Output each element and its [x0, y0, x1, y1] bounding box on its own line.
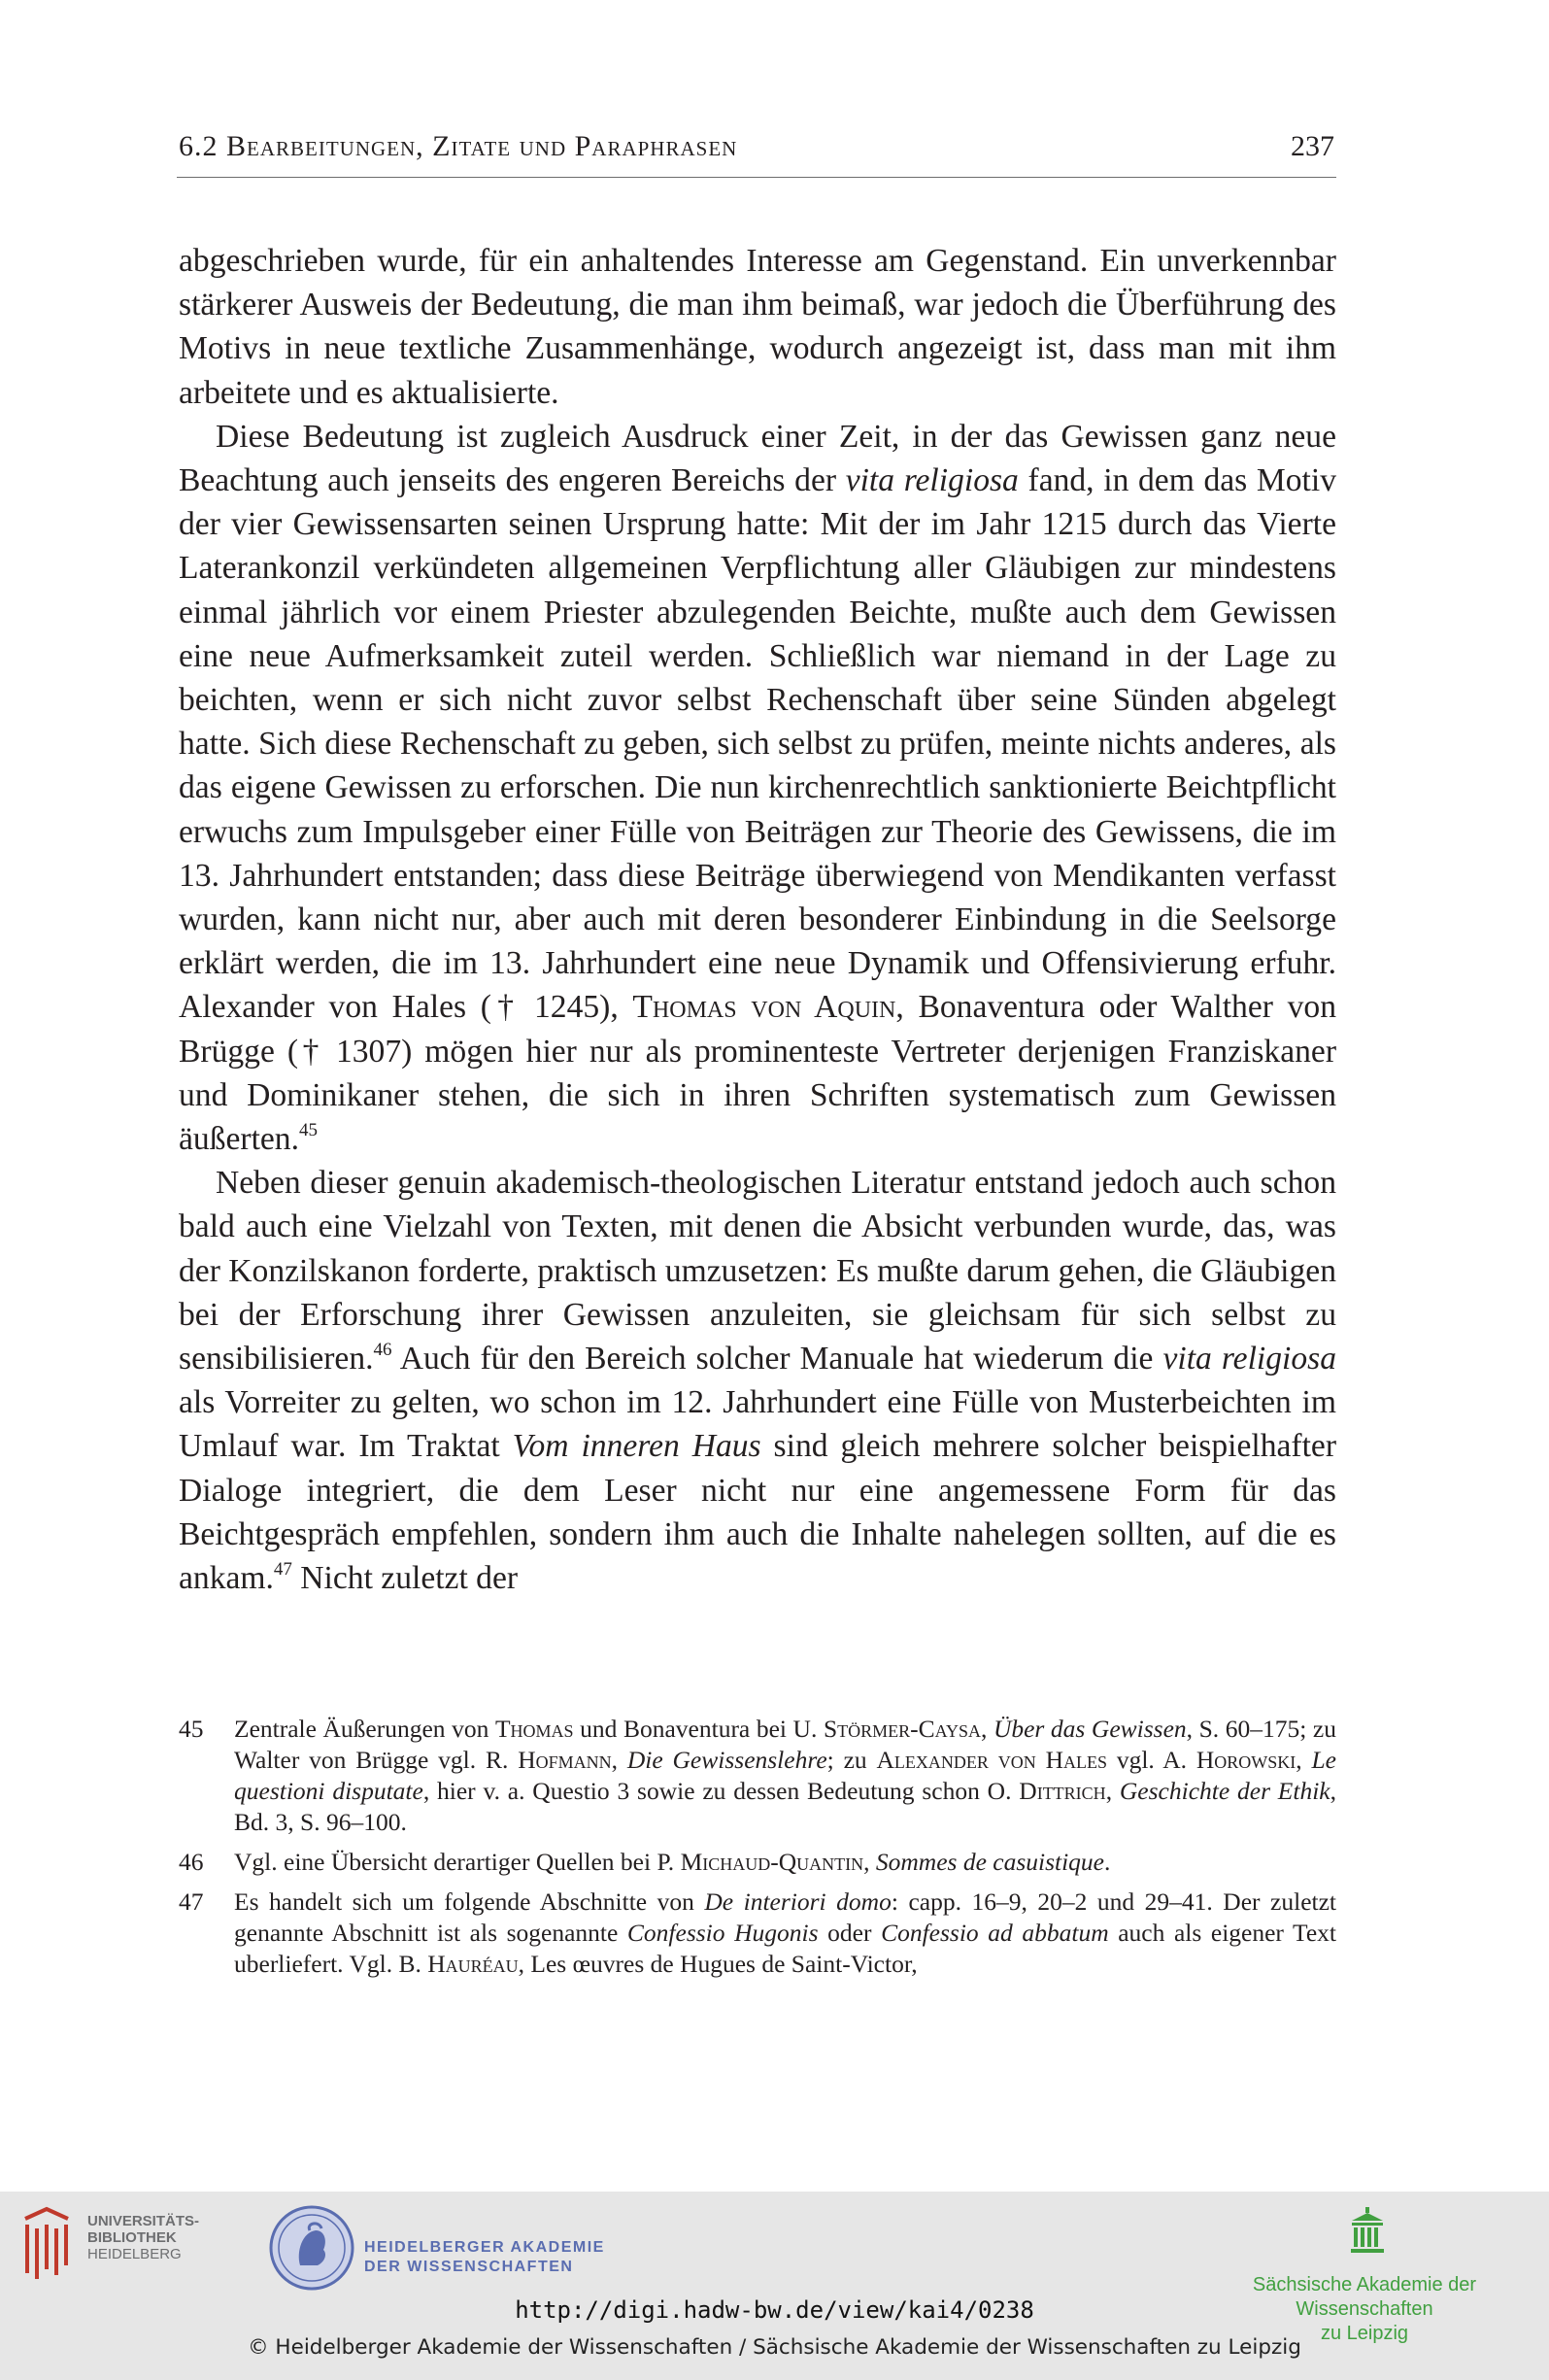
saxon-academy-emblem-icon: [1348, 2207, 1387, 2256]
emphasis-vita-religiosa: vita religiosa: [845, 462, 1019, 499]
heidelberg-academy-logo[interactable]: HEIDELBERGER AKADEMIE DER WISSENSCHAFTEN: [267, 2203, 675, 2296]
footnote-ref-47[interactable]: 47: [273, 1559, 292, 1581]
university-library-logo[interactable]: UNIVERSITÄTS- BIBLIOTHEK HEIDELBERG: [17, 2205, 231, 2289]
academy-seal-icon: [267, 2203, 356, 2293]
paragraph-2: Diese Bedeutung ist zugleich Ausdruck einer Zeit, in der das Gewissen ganz neue Beachtung auch jenseits des engeren Bereichs der vita religiosa fand, in dem das Motiv der vier Gewissensarten seinen Ursprung hatte: Mit der im Jahr 1215 durch das Vierte Laterankonzil verkündeten allgemeinen Verpflichtung aller Gläubigen zur mindestens einmal jährlich vor einem Priester abzulegenden Beichte, mußte auch dem Gewissen eine neue Aufmerksamkeit zuteil werden. Schließlich war niemand in der Lage zu beichten, wenn er sich nicht zuvor selbst Rechenschaft über seine Sünden abgelegt hatte. Sich diese Rechenschaft zu geben, sich selbst zu prüfen, meinte nichts anderes, als das eigene Gewissen zu erforschen. Die nun kirchenrechtlich sanktionierte Beichtpflicht erwuchs zum Impulsgeber einer Fülle von Beiträgen zur Theorie des Gewissens, die im 13. Jahrhundert entstanden; dass diese Beiträge überwiegend von Mendikanten verfasst wurden, kann nicht nur, aber auch mit deren besonderer Einbindung in die Seelsorge erklärt werden, die im 13. Jahrhundert eine neue Dynamik und Offensivierung erfuhr. Alexander von Hales († 1245), Thomas von Aquin, Bonaventura oder Walther von Brügge († 1307) mögen hier nur als prominenteste Vertreter derjenigen Franziskaner und Dominikaner stehen, die sich in ihren Schriften systematisch zum Gewissen äußerten.$^{45}$: [179, 418, 1336, 1158]
main-text: [179, 239, 1336, 1600]
footnote-45: 45 Zentrale Äußerungen von Thomas und Bonaventura bei U. Störmer-Caysa, Über das Gewissen, S. 60–175; zu Walter von Brügge vgl. R. Hofmann, Die Gewissenslehre; zu Alexander von Hales vgl. A. Horowski, Le questioni disputate, hier v. a. Questio 3 sowie zu dessen Bedeutung schon O. Dittrich, Geschichte der Ethik, Bd. 3, S. 96–100.: [179, 1715, 1337, 1836]
footnote-number: 45: [179, 1715, 204, 1743]
footnote-47: 47 Es handelt sich um folgende Abschnitte von De interiori domo: capp. 16–9, 20–2 und 29–41. Der zuletzt genannte Abschnitt ist als sogenannte Confessio Hugonis oder Confessio ad abbatum auch als eigener Text uberliefert. Vgl. B. Hauréau, Les œuvres de Hugues de Saint-Victor,: [179, 1887, 1337, 1978]
copyright-notice: © Heidelberger Akademie der Wissenschaften / Sächsische Akademie der Wissenschaften zu Leipzig: [248, 2335, 1301, 2360]
running-head: 6.2 Bearbeitungen, Zitate und Paraphrasen: [179, 130, 738, 162]
footnote-ref-45[interactable]: 45: [298, 1120, 318, 1141]
ub-emblem-icon: [17, 2205, 76, 2283]
footnote-ref-46[interactable]: 46: [373, 1340, 392, 1361]
saxon-academy-logo[interactable]: Sächsische Akademie der Wissenschaften zu Leipzig: [1202, 2207, 1532, 2314]
title-vom-inneren-haus: Vom inneren Haus: [512, 1428, 761, 1465]
page-number: 237: [1291, 130, 1334, 162]
footnote-46: 46 Vgl. eine Übersicht derartiger Quellen bei P. Michaud-Quantin, Sommes de casuistique.: [179, 1848, 1111, 1876]
page-header: [177, 130, 1336, 178]
footnote-number: 46: [179, 1848, 204, 1876]
document-url-link[interactable]: http://digi.hadw-bw.de/view/kai4/0238: [515, 2296, 1034, 2324]
footnotes: [179, 1714, 1336, 1989]
emphasis-vita-religiosa: vita religiosa: [1162, 1341, 1336, 1377]
author-name: Thomas von Aquin: [632, 989, 896, 1026]
paragraph-1: abgeschrieben wurde, für ein anhaltendes Interesse am Gegenstand. Ein unverkennbar stärkerer Ausweis der Bedeutung, die man ihm beimaß, war jedoch die Überführung des Motivs in neue textliche Zusammenhänge, wodurch angezeigt ist, dass man mit ihm arbeitete und es aktualisierte.: [179, 243, 1336, 411]
footnote-number: 47: [179, 1887, 204, 1916]
paragraph-3: Neben dieser genuin akademisch-theologischen Literatur entstand jedoch auch schon bald auch eine Vielzahl von Texten, mit denen die Absicht verbunden wurde, das, was der Konzilskanon forderte, praktisch umzusetzen: Es mußte darum gehen, die Gläubigen bei der Erforschung ihrer Gewissen anzuleiten, sie gleichsam für sich selbst zu sensibilisieren.$^{46}$ Auch für den Bereich solcher Manuale hat wiederum die vita religiosa als Vorreiter zu gelten, wo schon im 12. Jahrhundert eine Fülle von Musterbeichten im Umlauf war. Im Traktat Vom inneren Haus sind gleich mehrere solcher beispielhafter Dialoge integriert, die dem Leser nicht nur eine angemessene Form für das Beichtgespräch empfehlen, sondern ihm auch die Inhalte nahelegen sollten, auf die es ankam.$^{47}$ Nicht zuletzt der: [179, 1165, 1337, 1597]
